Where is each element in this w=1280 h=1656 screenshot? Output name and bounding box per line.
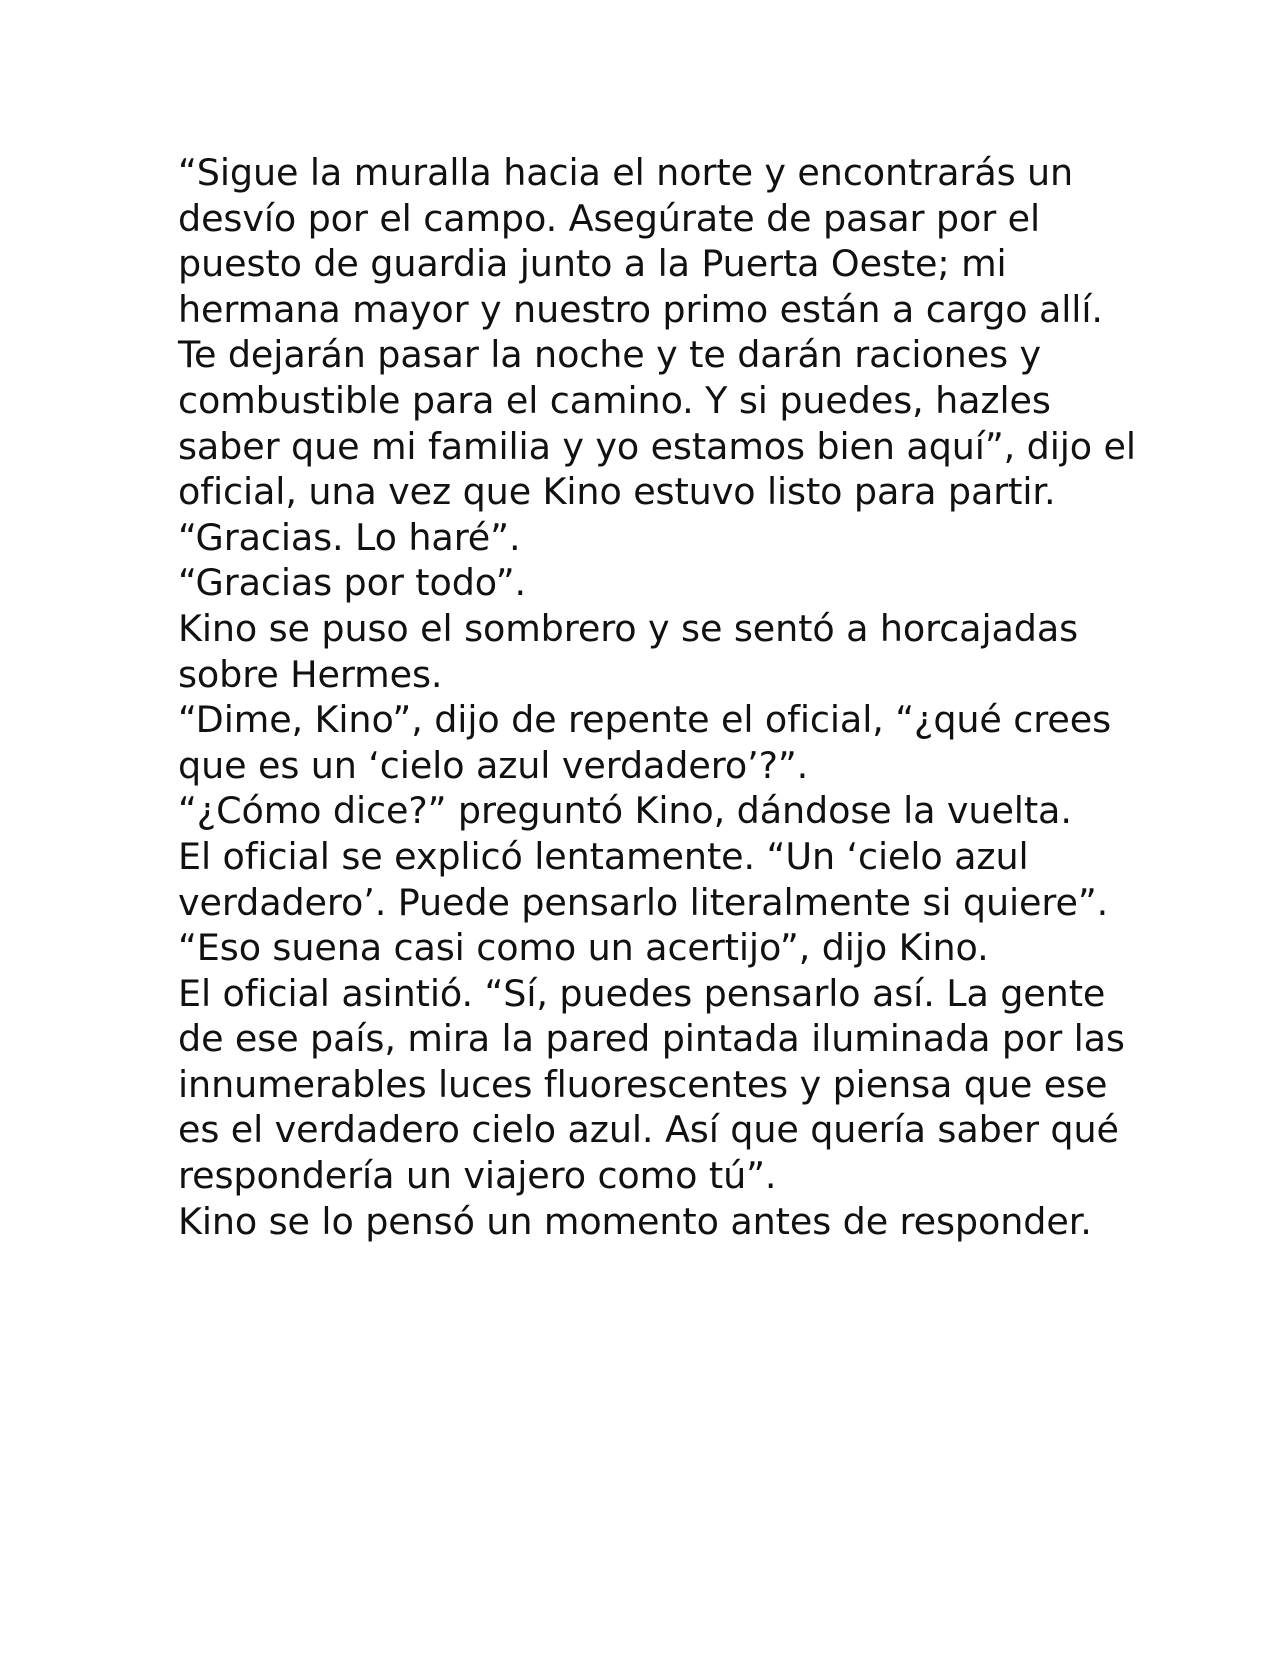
paragraph-thanks: “Gracias. Lo haré”. <box>178 515 521 559</box>
paragraph-kino-turns: “¿Cómo dice?” preguntó Kino, dándose la vuelta. <box>178 789 1072 833</box>
paragraph-riddle: “Eso suena casi como un acertijo”, dijo Kino. <box>178 926 989 970</box>
paragraph-official-directions: “Sigue la muralla hacia el norte y encontrarás un desvío por el campo. Asegúrate de pasar por el puesto de guardia junto a la Puerta Oeste; mi hermana mayor y nuestro primo están a cargo allí. Te dejarán pasar la noche y te darán raciones y combustible para el camino. Y si puedes, hazles saber que mi familia y yo estamos bien aquí”, dijo el oficial, una vez que Kino estuvo listo para partir. <box>178 151 1136 514</box>
paragraph-thanks-all: “Gracias por todo”. <box>178 561 527 605</box>
paragraph-kino-thinks: Kino se lo pensó un momento antes de responder. <box>178 1199 1092 1243</box>
paragraph-explanation: El oficial se explicó lentamente. “Un ‘cielo azul verdadero’. Puede pensarlo literalmente si quiere”. <box>178 834 1109 924</box>
paragraph-kino-mounts: Kino se puso el sombrero y se sentó a horcajadas sobre Hermes. <box>178 606 1079 696</box>
paragraph-question: “Dime, Kino”, dijo de repente el oficial, “¿qué crees que es un ‘cielo azul verdadero’?”. <box>178 698 1111 787</box>
paragraph-official-nods: El oficial asintió. “Sí, puedes pensarlo así. La gente de ese país, mira la pared pintada iluminada por las innumerables luces fluorescentes y piensa que ese es el verdadero cielo azul. Así que quería saber qué respondería un viajero como tú”. <box>178 971 1125 1198</box>
document-body <box>178 150 1138 1244</box>
